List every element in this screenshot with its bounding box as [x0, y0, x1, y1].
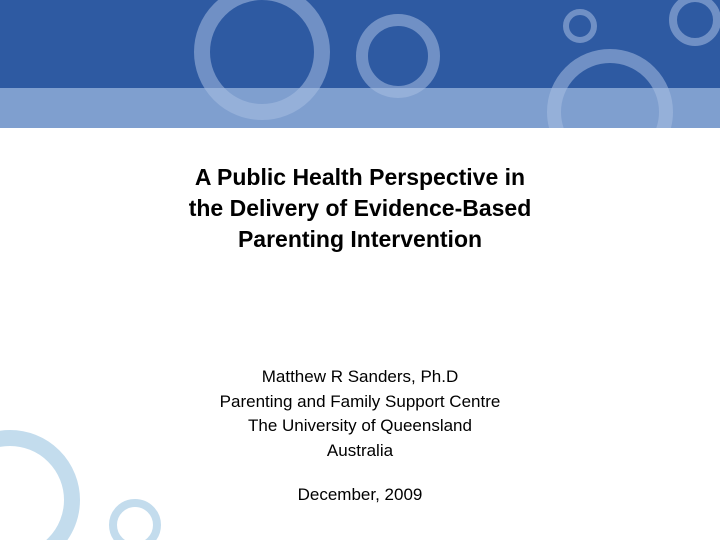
- organization-name: Parenting and Family Support Centre: [219, 391, 501, 411]
- title-line-2: the Delivery of Evidence-Based: [188, 195, 532, 221]
- title-line-3: Parenting Intervention: [237, 226, 483, 252]
- author-name: Matthew R Sanders, Ph.D: [261, 367, 459, 386]
- slide-title: [60, 162, 660, 255]
- corner-ring-small: [113, 503, 157, 540]
- university-name: The University of Queensland: [248, 416, 472, 435]
- title-line-1: A Public Health Perspective in: [194, 164, 526, 190]
- presentation-date: December, 2009: [297, 485, 423, 504]
- header-band: [0, 0, 720, 128]
- author-block: [60, 365, 660, 463]
- country-name: Australia: [326, 440, 394, 460]
